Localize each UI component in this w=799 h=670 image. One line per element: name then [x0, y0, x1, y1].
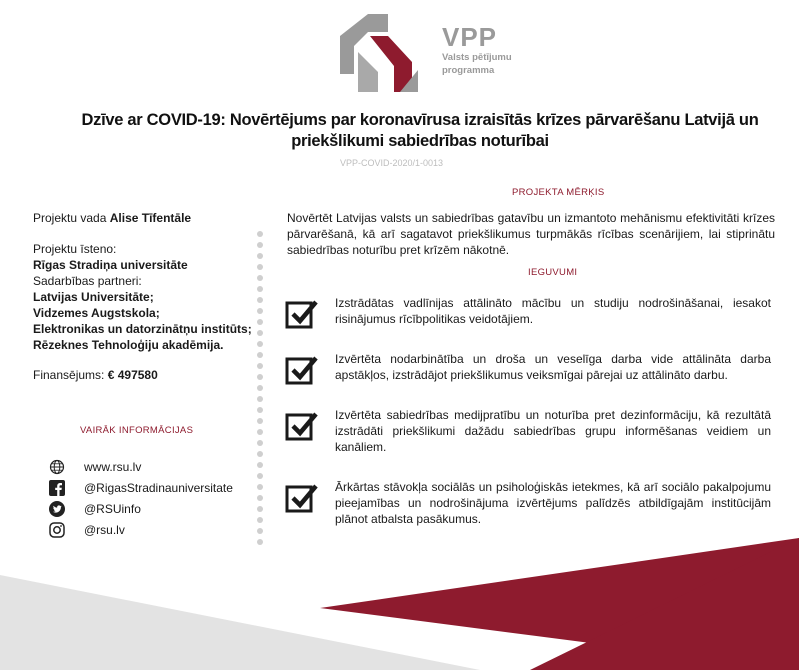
- separator-dot: [257, 495, 263, 501]
- goal-heading: PROJEKTA MĒRĶIS: [512, 187, 605, 198]
- twitter-link[interactable]: @RSUinfo: [84, 501, 141, 516]
- facebook-icon: [48, 479, 66, 497]
- partner-item: Rēzeknes Tehnoloģiju akadēmija.: [33, 338, 224, 352]
- result-text: Ārkārtas stāvokļa sociālās un psiholoģiskās ietekmes, kā arī sociālo pakalpojumu pieejamības un nodrošinājuma izvērtējums palīdzēs atbildīgajām institūcijām plānot atbalsta pasākumus.: [335, 480, 771, 526]
- leader-name: Alise Tīfentāle: [109, 211, 192, 225]
- separator-dot: [257, 484, 263, 490]
- contact-website[interactable]: [48, 456, 233, 477]
- instagram-link[interactable]: @rsu.lv: [84, 522, 125, 537]
- contact-twitter[interactable]: [48, 498, 233, 519]
- separator-dot: [257, 396, 263, 402]
- funding-value: € 497580: [107, 368, 158, 382]
- result-item: [285, 351, 777, 387]
- checkbox-checked-icon: [285, 353, 319, 387]
- result-item: [285, 407, 777, 455]
- partner-item: Latvijas Universitāte;: [33, 290, 154, 304]
- funding: [33, 367, 258, 383]
- accent-triangle-bottom: [530, 538, 799, 670]
- separator-dot: [257, 242, 263, 248]
- contact-links: [48, 456, 233, 540]
- checkbox-checked-icon: [285, 481, 319, 515]
- title-line-1: Dzīve ar COVID-19: Novērtējums par koronavīrusa izraisītās krīzes pārvarēšanu Latvijā un: [81, 111, 759, 129]
- implementer-name: Rīgas Stradiņa universitāte: [33, 258, 188, 272]
- leader-prefix: Projektu vada: [33, 211, 107, 225]
- partner-item: Vidzemes Augstskola;: [33, 306, 160, 320]
- goal-text: Novērtēt Latvijas valsts un sabiedrības gatavību un izmantoto mehānismu efektivitāti krīzes pārvarēšanā, kā arī sagatavot priekšlikumus turpmākās rīcības scenārijiem, lai stiprinātu sabiedrības noturību pret krīzēm nākotnē.: [287, 211, 775, 257]
- project-info: [33, 210, 258, 383]
- logo-title: VPP: [442, 22, 498, 52]
- separator-dot: [257, 418, 263, 424]
- instagram-icon: [48, 521, 66, 539]
- dotted-separator: [256, 231, 264, 550]
- partner-item: Elektronikas un datorzinātņu institūts;: [33, 322, 252, 336]
- title-line-2: priekšlikumi sabiedrības noturībai: [291, 132, 549, 150]
- facebook-link[interactable]: @RigasStradinauniversitate: [84, 480, 233, 495]
- globe-icon: [48, 458, 66, 476]
- separator-dot: [257, 286, 263, 292]
- separator-dot: [257, 253, 263, 259]
- logo-subtitle-2: programma: [442, 65, 495, 76]
- contact-facebook[interactable]: [48, 477, 233, 498]
- separator-dot: [257, 407, 263, 413]
- checkbox-checked-icon: [285, 297, 319, 331]
- partners-label: Sadarbības partneri:: [33, 274, 142, 288]
- results-heading: IEGUVUMI: [528, 267, 578, 278]
- separator-dot: [257, 363, 263, 369]
- separator-dot: [257, 319, 263, 325]
- separator-dot: [257, 462, 263, 468]
- separator-dot: [257, 264, 263, 270]
- separator-dot: [257, 451, 263, 457]
- result-item: [285, 479, 777, 527]
- separator-dot: [257, 330, 263, 336]
- twitter-icon: [48, 500, 66, 518]
- project-leader: [33, 210, 258, 226]
- separator-dot: [257, 308, 263, 314]
- more-info-heading: VAIRĀK INFORMĀCIJAS: [80, 425, 194, 436]
- funding-label: Finansējums:: [33, 368, 105, 382]
- separator-dot: [257, 275, 263, 281]
- contact-instagram[interactable]: [48, 519, 233, 540]
- checkbox-checked-icon: [285, 409, 319, 443]
- logo-subtitle-1: Valsts pētījumu: [442, 52, 512, 63]
- vpp-logo-mark-icon: [330, 12, 430, 94]
- result-item: [285, 295, 777, 331]
- project-code: VPP-COVID-2020/1-0013: [340, 158, 444, 168]
- separator-dot: [257, 341, 263, 347]
- separator-dot: [257, 517, 263, 523]
- separator-dot: [257, 440, 263, 446]
- grey-triangle: [0, 575, 480, 670]
- separator-dot: [257, 473, 263, 479]
- separator-dot: [257, 231, 263, 237]
- separator-dot: [257, 429, 263, 435]
- separator-dot: [257, 528, 263, 534]
- separator-dot: [257, 374, 263, 380]
- separator-dot: [257, 539, 263, 545]
- vpp-logo: [322, 6, 512, 94]
- separator-dot: [257, 352, 263, 358]
- website-link[interactable]: www.rsu.lv: [84, 459, 142, 474]
- vpp-logo-text: [442, 24, 512, 76]
- separator-dot: [257, 297, 263, 303]
- separator-dot: [257, 385, 263, 391]
- page-title: [40, 110, 799, 152]
- accent-triangle: [320, 538, 799, 670]
- implementer-label: Projektu īsteno:: [33, 242, 117, 256]
- result-text: Izstrādātas vadlīnijas attālināto mācību un studiju nodrošināšanai, iesakot risinājumus rīcībpolitikas veidotājiem.: [335, 296, 771, 326]
- result-text: Izvērtēta sabiedrības medijpratību un noturība pret dezinformāciju, kā rezultātā izstrādāti priekšlikumi dažādu sabiedrības grupu informēšanas veidiem un kanāliem.: [335, 408, 771, 454]
- separator-dot: [257, 506, 263, 512]
- result-text: Izvērtēta nodarbinātība un droša un veselīga darba vide attālināta darba apstākļos, izstrādājot priekšlikumus veiksmīgai pārejai uz attālināto darbu.: [335, 352, 771, 382]
